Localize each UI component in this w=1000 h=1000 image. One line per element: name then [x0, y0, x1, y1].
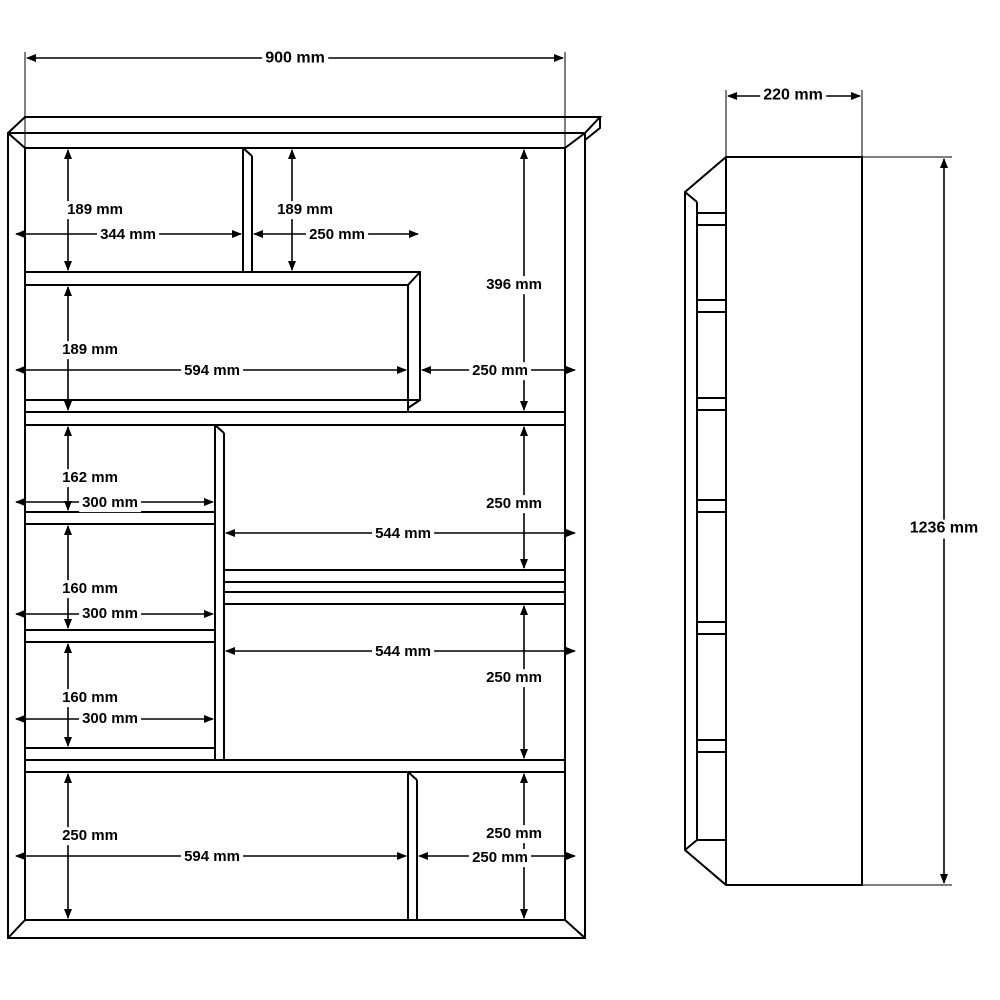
dim-second-row-left-height: 189 mm [59, 341, 121, 359]
dim-bottom-row-right-height: 250 mm [483, 825, 545, 843]
dim-right-column-upper-height: 396 mm [483, 276, 545, 294]
dim-fourth-row-right-height: 250 mm [483, 669, 545, 687]
dim-third-row-right-height: 250 mm [483, 495, 545, 513]
dim-fourth-row-left-height: 160 mm [59, 580, 121, 598]
dim-overall-height: 1236 mm [907, 520, 982, 539]
dim-top-left-cell-height: 189 mm [64, 201, 126, 219]
dim-second-row-right-width: 250 mm [469, 362, 531, 380]
dim-top-right-cell-height: 189 mm [274, 201, 336, 219]
dim-second-row-left-width: 594 mm [181, 362, 243, 380]
dim-third-row-left-width: 300 mm [79, 494, 141, 512]
dim-lower-shelf-width: 544 mm [372, 643, 434, 661]
dimension-lines [16, 58, 944, 918]
dim-top-left-cell-width: 344 mm [97, 226, 159, 244]
dim-middle-shelf-width: 544 mm [372, 525, 434, 543]
dim-overall-width: 900 mm [262, 50, 328, 69]
dim-bottom-row-left-height: 250 mm [59, 827, 121, 845]
side-view-geometry [685, 157, 862, 885]
dim-depth: 220 mm [760, 87, 826, 106]
dim-bottom-row-left-width: 594 mm [181, 848, 243, 866]
dim-fifth-row-left-height: 160 mm [59, 689, 121, 707]
dim-third-row-left-height: 162 mm [59, 469, 121, 487]
dim-fifth-row-left-width: 300 mm [79, 710, 141, 728]
dim-top-right-cell-width: 250 mm [306, 226, 368, 244]
dim-fourth-row-left-width: 300 mm [79, 605, 141, 623]
dim-bottom-row-right-width: 250 mm [469, 849, 531, 867]
